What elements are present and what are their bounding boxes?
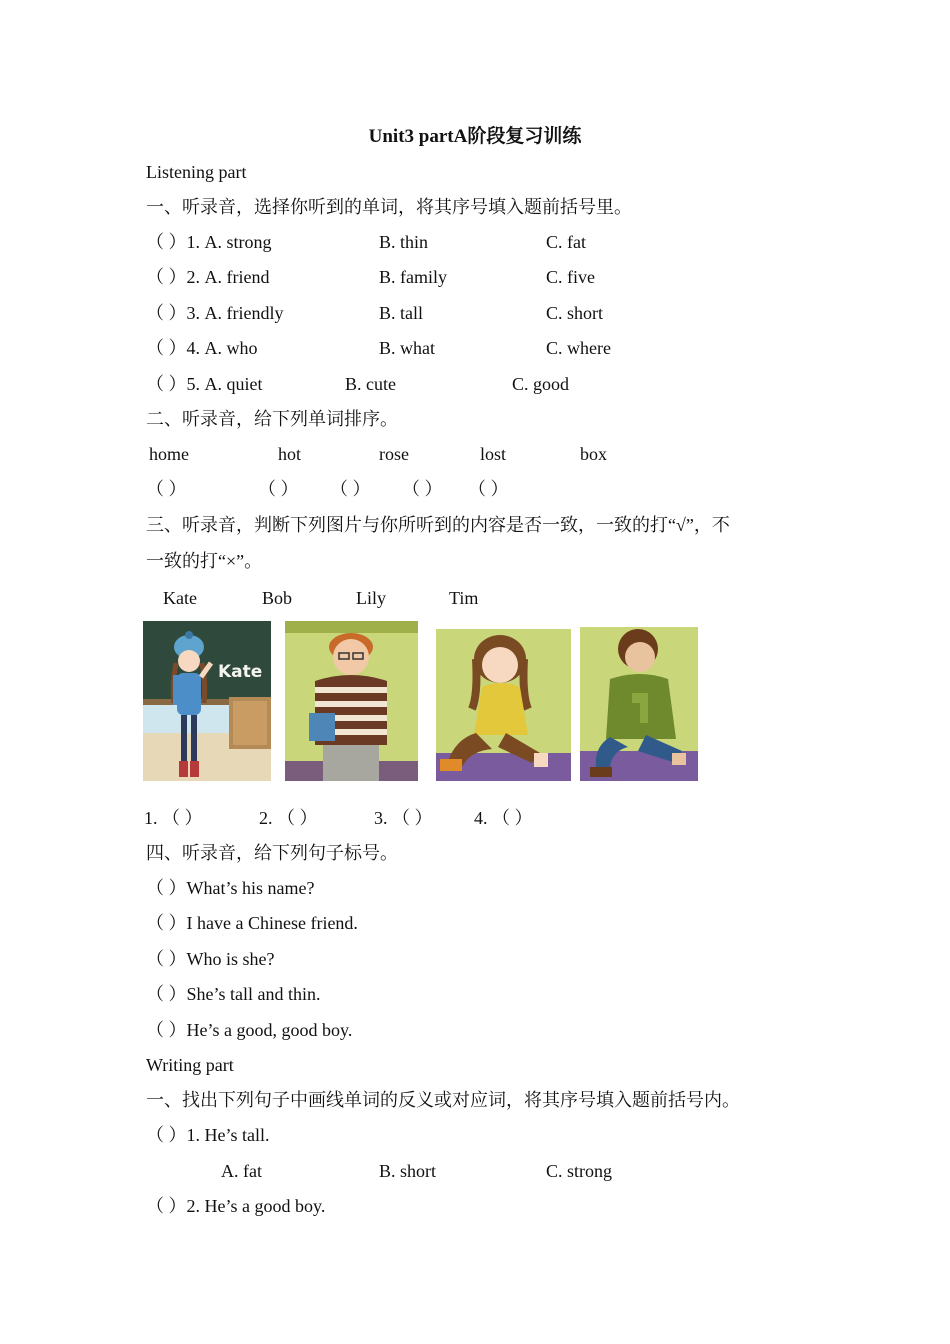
sec4-sentence-2: （ ）I have a Chinese friend. xyxy=(146,913,358,933)
sec1-q4-option-c: C. where xyxy=(546,338,611,358)
sec2-word-rose: rose xyxy=(379,444,409,464)
sec2-blank-1: （ ） xyxy=(146,479,187,499)
sec3-answer-3: 3. （ ） xyxy=(374,808,433,828)
writing-q2-stem: （ ）2. He’s a good boy. xyxy=(146,1196,326,1216)
sec1-q4-option-b: B. what xyxy=(379,338,435,358)
sec2-blank-5: （ ） xyxy=(468,479,509,499)
sec3-answer-1: 1. （ ） xyxy=(144,808,203,828)
listening-sec3-instruction-line1: 三、听录音，判断下列图片与你所听到的内容是否一致，一致的打“√”，不 xyxy=(146,515,730,535)
sec2-word-hot: hot xyxy=(278,444,302,464)
sec2-word-home: home xyxy=(149,444,189,464)
sec4-sentence-5: （ ）He’s a good, good boy. xyxy=(146,1020,353,1040)
name-tim: Tim xyxy=(449,588,479,608)
board-text: Kate xyxy=(218,662,263,682)
page-title: Unit3 partA阶段复习训练 xyxy=(368,126,582,147)
sec1-q2-option-c: C. five xyxy=(546,267,595,287)
sec1-q1-option-b: B. thin xyxy=(379,232,429,252)
sec2-blank-3: （ ） xyxy=(330,479,371,499)
sec3-answer-2: 2. （ ） xyxy=(259,808,318,828)
writing-q1-option-b: B. short xyxy=(379,1161,437,1181)
sec1-q4-stem: （ ）4. A. who xyxy=(146,338,258,358)
sec2-blank-2: （ ） xyxy=(258,479,299,499)
sec3-answer-4: 4. （ ） xyxy=(474,808,533,828)
sec1-q2-option-b: B. family xyxy=(379,267,447,287)
sec1-q1-option-c: C. fat xyxy=(546,232,586,252)
listening-heading: Listening part xyxy=(146,162,247,182)
name-bob: Bob xyxy=(262,588,293,608)
sec1-q3-stem: （ ）3. A. friendly xyxy=(146,303,284,323)
sec2-blank-4: （ ） xyxy=(402,479,443,499)
sec1-q1-stem: （ ）1. A. strong xyxy=(146,232,272,252)
lily-picture xyxy=(436,629,571,781)
writing-q1-option-c: C. strong xyxy=(546,1161,613,1181)
writing-q1-stem: （ ）1. He’s tall. xyxy=(146,1125,270,1145)
sec1-q3-option-c: C. short xyxy=(546,303,604,323)
sec1-q5-option-b: B. cute xyxy=(345,374,396,394)
listening-sec3-instruction-line2: 一致的打“×”。 xyxy=(146,551,263,571)
listening-sec1-instruction: 一、听录音，选择你听到的单词，将其序号填入题前括号里。 xyxy=(146,197,632,217)
tim-picture xyxy=(580,627,698,781)
bob-picture xyxy=(285,621,418,781)
sec1-q5-option-c: C. good xyxy=(512,374,570,394)
sec4-sentence-4: （ ）She’s tall and thin. xyxy=(146,984,321,1004)
sec1-q3-option-b: B. tall xyxy=(379,303,423,323)
writing-heading: Writing part xyxy=(146,1055,234,1075)
sec4-sentence-3: （ ）Who is she? xyxy=(146,949,275,969)
kate-picture xyxy=(143,621,271,781)
sec4-sentence-1: （ ）What’s his name? xyxy=(146,878,315,898)
name-lily: Lily xyxy=(356,588,386,608)
sec2-word-box: box xyxy=(580,444,607,464)
sec1-q2-stem: （ ）2. A. friend xyxy=(146,267,270,287)
writing-q1-option-a: A. fat xyxy=(221,1161,262,1181)
listening-sec4-instruction: 四、听录音，给下列句子标号。 xyxy=(146,843,398,863)
sec2-word-lost: lost xyxy=(480,444,507,464)
sec1-q5-stem: （ ）5. A. quiet xyxy=(146,374,263,394)
writing-sec1-instruction: 一、找出下列句子中画线单词的反义或对应词，将其序号填入题前括号内。 xyxy=(146,1090,740,1110)
name-kate: Kate xyxy=(163,588,197,608)
listening-sec2-instruction: 二、听录音，给下列单词排序。 xyxy=(146,409,398,429)
